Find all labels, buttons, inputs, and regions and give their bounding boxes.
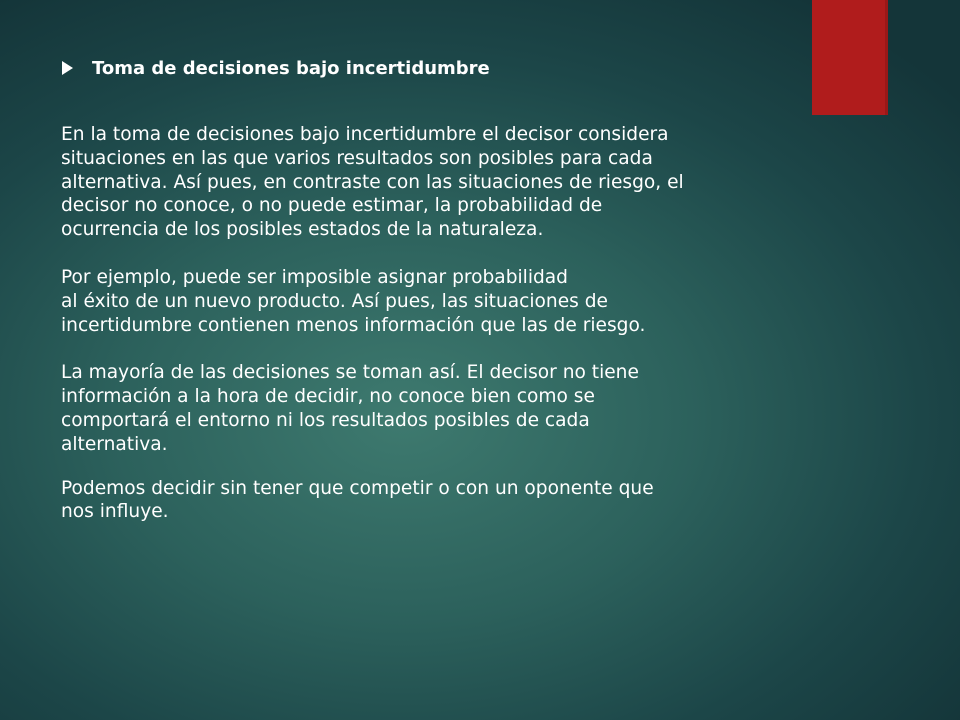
paragraph-line: situaciones en las que varios resultados son posibles para cada — [61, 147, 653, 169]
paragraph-line: información a la hora de decidir, no conoce bien como se — [61, 386, 595, 408]
accent-bar — [812, 0, 888, 115]
paragraph-line: alternativa. — [61, 433, 168, 455]
paragraph-line: decisor no conoce, o no puede estimar, la probabilidad de — [61, 195, 603, 217]
paragraph-line: al éxito de un nuevo producto. Así pues, las situaciones de — [61, 290, 608, 312]
heading-row — [62, 53, 490, 83]
paragraph-3 — [61, 361, 881, 456]
paragraph-line: comportará el entorno ni los resultados posibles de cada — [61, 409, 590, 431]
triangle-right-icon — [62, 61, 73, 75]
paragraph-line: Podemos decidir sin tener que competir o con un oponente que — [61, 477, 654, 499]
paragraph-line: nos influye. — [61, 501, 169, 523]
paragraph-line: ocurrencia de los posibles estados de la naturaleza. — [61, 219, 544, 241]
slide-heading: Toma de decisiones bajo incertidumbre — [92, 57, 490, 79]
paragraph-1 — [61, 123, 881, 242]
slide-body — [61, 123, 881, 548]
paragraph-line: incertidumbre contienen menos información que las de riesgo. — [61, 314, 646, 336]
paragraph-line: alternativa. Así pues, en contraste con las situaciones de riesgo, el — [61, 171, 684, 193]
paragraph-line: La mayoría de las decisiones se toman así. El decisor no tiene — [61, 362, 639, 384]
paragraph-line: Por ejemplo, puede ser imposible asignar probabilidad — [61, 266, 568, 288]
paragraph-4 — [61, 477, 881, 525]
paragraph-line: En la toma de decisiones bajo incertidumbre el decisor considera — [61, 124, 669, 145]
paragraph-2 — [61, 266, 881, 337]
